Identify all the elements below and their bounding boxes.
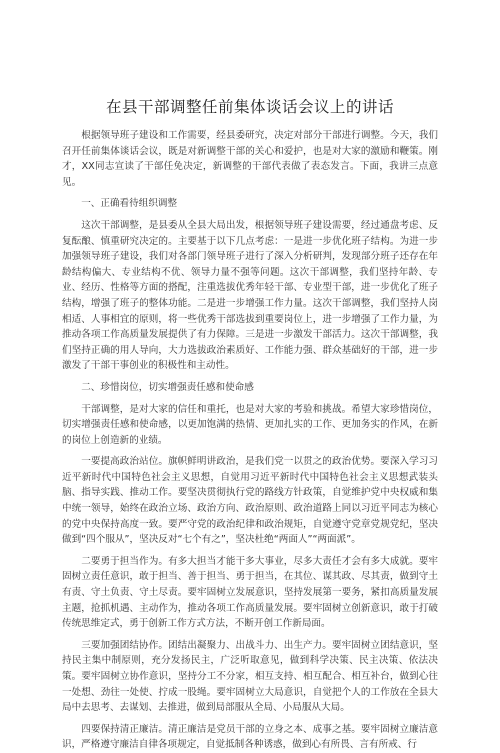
section-1-paragraph: 这次干部调整，是县委从全县大局出发，根据领导班子建设需要，经过通盘考虑、反复酝酿、慎重研究决定的。主要基于以下几点考虑：一是进一步优化班子结构。为进一步加强领导班子建设，我们对各部门领导班子进行了深入分析研判，发现部分班子还存在年龄结构偏大、专业结构不优、领导力量不强等问题。这次干部调整，我们坚持年龄、专业、经历、性格等方面的搭配，注重选拔优秀年轻干部、专业型干部，进一步优化了班子结构，增强了班子的整体功能。二是进一步增强工作力量。这次干部调整，我们坚持人岗相适、人事相宜的原则，将一些优秀干部选拔到重要岗位上，进一步增强了工作力量，为推动各项工作高质量发展提供了有力保障。三是进一步激发干部活力。这次干部调整，我们坚持正确的用人导向，大力选拔政治素质好、工作能力强、群众基础好的干部，进一步激发了干部干事创业的积极性和主动性。 [62, 219, 438, 372]
intro-paragraph: 根据领导班子建设和工作需要，经县委研究，决定对部分干部进行调整。今天，我们召开任前集体谈话会议，既是对新调整干部的关心和爱护，也是对大家的激励和鞭策。刚才，XX同志宣读了干部任免决定，新调整的干部代表做了表态发言。下面，我讲三点意见。 [62, 130, 438, 188]
point-3-paragraph: 三要加强团结协作。团结出凝聚力、出战斗力、出生产力。要牢固树立团结意识，坚持民主集中制原则，充分发扬民主，广泛听取意见，做到科学决策、民主决策、依法决策。要牢固树立协作意识，坚持分工不分家，相互支持、相互配合、相互补台，做到心往一处想、劲往一处使、拧成一股绳。要牢固树立大局意识，自觉把个人的工作放在全县大局中去思考、去谋划、去推进，做到局部服从全局、小局服从大局。 [62, 639, 438, 714]
section-heading-2: 二、珍惜岗位，切实增强责任感和使命感 [81, 381, 254, 393]
point-4-paragraph: 四要保持清正廉洁。清正廉洁是党员干部的立身之本、成事之基。要牢固树立廉洁意识，严格遵守廉洁自律各项规定，自觉抵制各种诱惑，做到心有所畏、言有所戒、行 [62, 723, 438, 751]
point-2-paragraph: 二要勇于担当作为。有多大担当才能干多大事业，尽多大责任才会有多大成就。要牢固树立责任意识，敢于担当、善于担当、勇于担当，在其位、谋其政、尽其责，做到守土有责、守土负责、守土尽责。要牢固树立发展意识，坚持发展第一要务，紧扣高质量发展主题，抢抓机遇、主动作为，推动各项工作高质量发展。要牢固树立创新意识，敢于打破传统思维定式，勇于创新工作方式方法，不断开创工作新局面。 [62, 555, 438, 630]
section-heading-1: 一、正确看待组织调整 [81, 198, 178, 210]
section-2-paragraph: 干部调整，是对大家的信任和重托，也是对大家的考验和挑战。希望大家珍惜岗位，切实增强责任感和使命感，以更加饱满的热情、更加扎实的工作、更加务实的作风，在新的岗位上创造新的业绩。 [62, 403, 438, 446]
document-title: 在县干部调整任前集体谈话会议上的讲话 [105, 98, 394, 116]
point-1-paragraph: 一要提高政治站位。旗帜鲜明讲政治，是我们党一以贯之的政治优势。要深入学习习近平新时代中国特色社会主义思想，自觉用习近平新时代中国特色社会主义思想武装头脑、指导实践、推动工作。要坚决贯彻执行党的路线方针政策，自觉维护党中央权威和集中统一领导，始终在政治立场、政治方向、政治原则、政治道路上同以习近平同志为核心的党中央保持高度一致。要严守党的政治纪律和政治规矩，自觉遵守党章党规党纪，坚决做到“四个服从”，坚决反对“七个有之”，坚决杜绝“两面人”“两面派”。 [62, 456, 438, 546]
